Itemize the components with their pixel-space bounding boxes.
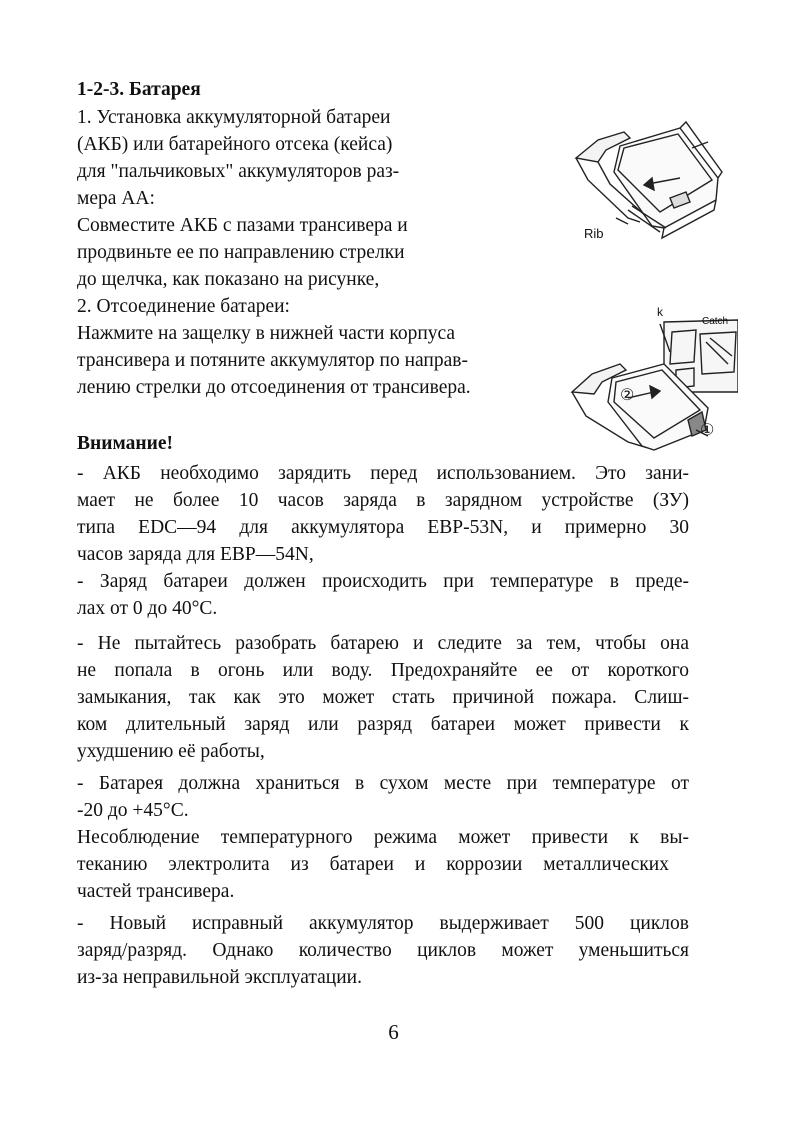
warning-line-7: - Не пытайтесь разобрать батарею и следите за тем, чтобы она [77,633,689,654]
warning-line-12: - Батарея должна храниться в сухом месте при температуре от [77,773,689,794]
warning-line-19: из-за неправильной эксплуатации. [77,967,362,988]
install-line-10: трансивера и потяните аккумулятор по направ- [77,350,468,371]
warning-line-11: ухудшению её работы, [77,741,265,762]
warning-line-18: заряд/разряд. Однако количество циклов может уменьшиться [77,940,689,961]
warning-line-14: Несоблюдение температурного режима может привести к вы- [77,827,689,848]
install-line-3: для "пальчиковых" аккумуляторов раз- [77,161,400,182]
warning-line-2: мает не более 10 часов заряда в зарядном устройстве (ЗУ) [77,490,689,511]
warning-line-6: лах от 0 до 40°С. [77,598,218,619]
rib-label: Rib [584,226,604,241]
install-line-8: 2. Отсоединение батареи: [77,296,290,317]
section-title: 1-2-3. Батарея [77,79,201,100]
install-line-5: Совместите АКБ с пазами трансивера и [77,215,408,236]
warning-line-15: теканию электролита из батареи и коррозии металлических [77,854,669,875]
install-line-2: (АКБ) или батарейного отсека (кейса) [77,134,393,155]
marker-1: ① [700,422,715,439]
warning-title: Внимание! [77,433,173,454]
install-line-1: 1. Установка аккумуляторной батареи [77,107,391,128]
warning-line-4: часов заряда для EBP—54N, [77,544,314,565]
warning-line-3: типа EDC—94 для аккумулятора EBP-53N, и примерно 30 [77,517,689,538]
install-line-11: лению стрелки до отсоединения от трансивера. [77,377,471,398]
warning-line-5: - Заряд батареи должен происходить при температуре в преде- [77,571,689,592]
warning-line-8: не попала в огонь или воду. Предохраняйте ее от короткого [77,660,689,681]
install-line-7: до щелчка, как показано на рисунке, [77,269,380,290]
install-line-6: продвиньте ее по направлению стрелки [77,242,405,263]
warning-line-16: частей трансивера. [77,881,235,902]
warning-line-10: ком длительный заряд или разряд батареи может привести к [77,714,689,735]
install-line-4: мера АА: [77,188,155,209]
k-label: k [657,305,663,319]
install-line-9: Нажмите на защелку в нижней части корпуса [77,323,456,344]
warning-line-17: - Новый исправный аккумулятор выдерживает 500 циклов [77,913,689,934]
catch-label: Catch [702,316,729,327]
warning-line-1: - АКБ необходимо зарядить перед использованием. Это зани- [77,463,689,484]
marker-2: ② [620,387,635,404]
warning-line-13: -20 до +45°С. [77,800,189,821]
warning-line-9: замыкания, так как это может стать причиной пожара. Слиш- [77,687,689,708]
page-number: 6 [388,1020,399,1044]
